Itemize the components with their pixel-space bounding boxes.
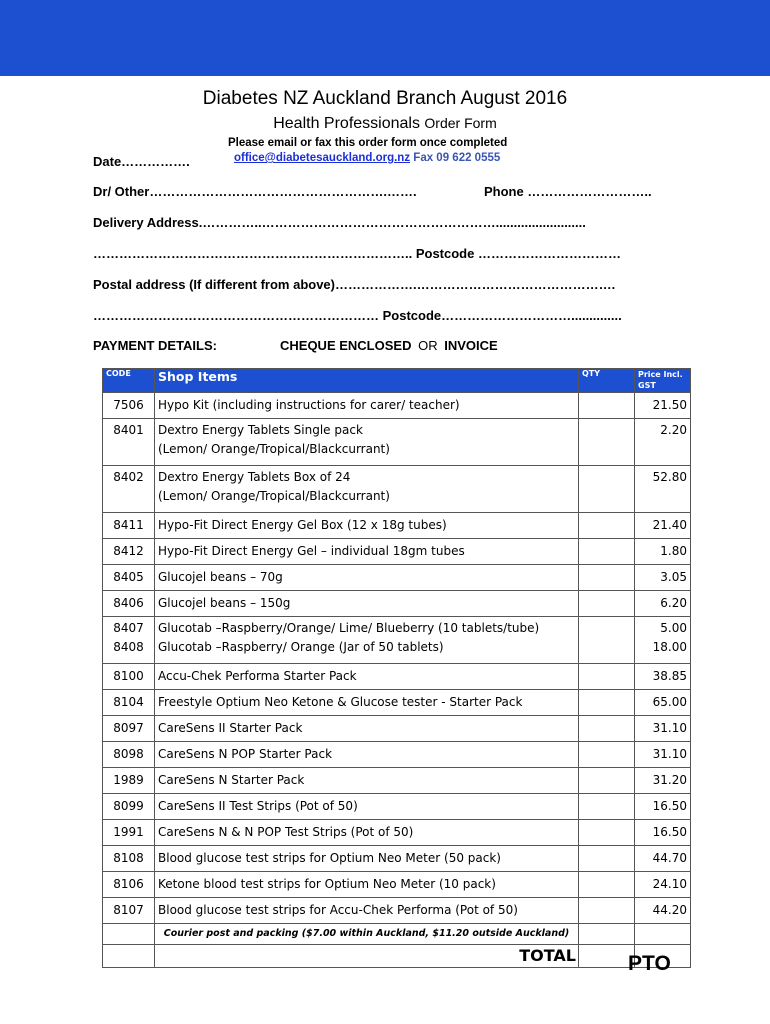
- item-description: Dextro Energy Tablets Single pack: [158, 423, 363, 437]
- item-description-cell: [155, 513, 579, 539]
- item-qty-cell[interactable]: [579, 565, 635, 591]
- subtitle-small: Order Form: [424, 115, 497, 131]
- courier-note: Courier post and packing ($7.00 within Auckland, $11.20 outside Auckland): [155, 924, 579, 945]
- item-qty-cell[interactable]: [579, 794, 635, 820]
- item-description: (Lemon/ Orange/Tropical/Blackcurrant): [158, 442, 390, 456]
- item-price-cell: [635, 846, 691, 872]
- item-description: Blood glucose test strips for Accu-Chek Performa (Pot of 50): [158, 903, 518, 917]
- item-price: 2.20: [660, 423, 687, 437]
- item-code: 8106: [113, 877, 144, 891]
- item-qty-cell[interactable]: [579, 617, 635, 664]
- item-qty-cell[interactable]: [579, 872, 635, 898]
- item-code-cell: [103, 393, 155, 419]
- form-subtitle: [0, 115, 770, 133]
- dr-other-field[interactable]: Dr/ Other……………………………………………….…….: [93, 184, 417, 199]
- item-description: CareSens N Starter Pack: [158, 773, 305, 787]
- item-price-cell: [635, 466, 691, 513]
- header-items: Shop Items: [155, 369, 579, 393]
- item-price-cell: [635, 690, 691, 716]
- item-row: [103, 690, 691, 716]
- item-price: 3.05: [660, 570, 687, 584]
- courier-row: [103, 924, 691, 945]
- item-description: Ketone blood test strips for Optium Neo Meter (10 pack): [158, 877, 496, 891]
- item-code: 8099: [113, 799, 144, 813]
- item-price-cell: [635, 617, 691, 664]
- courier-code-cell: [103, 924, 155, 945]
- item-price: 31.20: [652, 773, 687, 787]
- item-row: [103, 466, 691, 513]
- payment-options: [280, 338, 498, 353]
- item-description: Blood glucose test strips for Optium Neo Meter (50 pack): [158, 851, 501, 865]
- item-code-cell: [103, 768, 155, 794]
- item-row: [103, 565, 691, 591]
- item-price-cell: [635, 820, 691, 846]
- item-qty-cell[interactable]: [579, 466, 635, 513]
- item-code: 8097: [113, 721, 144, 735]
- item-price-cell: [635, 419, 691, 466]
- item-row: [103, 664, 691, 690]
- item-price: 21.50: [652, 398, 687, 412]
- item-code-cell: [103, 820, 155, 846]
- item-row: [103, 846, 691, 872]
- item-description: CareSens N & N POP Test Strips (Pot of 50): [158, 825, 414, 839]
- item-row: [103, 513, 691, 539]
- item-code-cell: [103, 617, 155, 664]
- item-code: 8100: [113, 669, 144, 683]
- item-description-cell: [155, 794, 579, 820]
- item-description: Hypo Kit (including instructions for carer/ teacher): [158, 398, 460, 412]
- order-table: [102, 368, 691, 968]
- item-code: 8402: [113, 470, 144, 484]
- item-code: 8407: [113, 621, 144, 635]
- item-description-cell: [155, 393, 579, 419]
- cheque-option[interactable]: CHEQUE ENCLOSED: [280, 338, 412, 353]
- item-qty-cell[interactable]: [579, 716, 635, 742]
- header-price-line2: GST: [638, 381, 656, 390]
- item-code-cell: [103, 690, 155, 716]
- item-row: [103, 716, 691, 742]
- item-row: [103, 591, 691, 617]
- item-code: 8412: [113, 544, 144, 558]
- item-description-cell: [155, 716, 579, 742]
- item-description: CareSens II Starter Pack: [158, 721, 303, 735]
- item-code: 8408: [113, 640, 144, 654]
- item-code-cell: [103, 872, 155, 898]
- total-code-cell: [103, 945, 155, 968]
- item-row: [103, 820, 691, 846]
- payment-details-label: PAYMENT DETAILS:: [93, 338, 217, 353]
- item-row: [103, 419, 691, 466]
- item-qty-cell[interactable]: [579, 742, 635, 768]
- item-description-cell: [155, 617, 579, 664]
- item-description-cell: [155, 419, 579, 466]
- item-description-cell: [155, 466, 579, 513]
- contact-line: [234, 152, 500, 164]
- or-label: OR: [418, 338, 438, 353]
- item-qty-cell[interactable]: [579, 591, 635, 617]
- delivery-postcode-field[interactable]: ……………………………………………………………….. Postcode ……………………………: [93, 246, 621, 261]
- item-qty-cell[interactable]: [579, 846, 635, 872]
- item-code-cell: [103, 419, 155, 466]
- postal-postcode-field[interactable]: ………………………………………………………… Postcode…………………………..............: [93, 308, 622, 323]
- item-row: [103, 768, 691, 794]
- item-qty-cell[interactable]: [579, 768, 635, 794]
- item-price: 21.40: [652, 518, 687, 532]
- item-price-cell: [635, 768, 691, 794]
- total-qty-cell[interactable]: [579, 945, 635, 968]
- item-price: 31.10: [652, 747, 687, 761]
- item-row: [103, 872, 691, 898]
- item-code: 8401: [113, 423, 144, 437]
- item-code-cell: [103, 565, 155, 591]
- item-code: 8098: [113, 747, 144, 761]
- item-code-cell: [103, 466, 155, 513]
- item-description-cell: [155, 690, 579, 716]
- submission-note: Please email or fax this order form once completed: [228, 137, 508, 149]
- fax-number: Fax 09 622 0555: [413, 152, 501, 164]
- item-price: 6.20: [660, 596, 687, 610]
- header-qty: QTY: [579, 369, 635, 393]
- item-description: Accu-Chek Performa Starter Pack: [158, 669, 357, 683]
- item-description: Hypo-Fit Direct Energy Gel – individual 18gm tubes: [158, 544, 465, 558]
- item-description-cell: [155, 591, 579, 617]
- item-price-cell: [635, 898, 691, 924]
- item-qty-cell[interactable]: [579, 513, 635, 539]
- courier-qty-cell[interactable]: [579, 924, 635, 945]
- total-label: TOTAL: [155, 945, 579, 968]
- item-code: 8104: [113, 695, 144, 709]
- item-price: 38.85: [652, 669, 687, 683]
- item-description-cell: [155, 565, 579, 591]
- item-code-cell: [103, 794, 155, 820]
- header-price: [635, 369, 691, 393]
- item-price-cell: [635, 664, 691, 690]
- header-code: CODE: [103, 369, 155, 393]
- form-title: Diabetes NZ Auckland Branch August 2016: [202, 88, 568, 109]
- item-description-cell: [155, 664, 579, 690]
- item-description: Glucojel beans – 70g: [158, 570, 283, 584]
- item-price-cell: [635, 872, 691, 898]
- item-code: 1991: [113, 825, 144, 839]
- item-price: 52.80: [652, 470, 687, 484]
- item-code-cell: [103, 898, 155, 924]
- item-description-cell: [155, 768, 579, 794]
- item-price: 31.10: [652, 721, 687, 735]
- item-description: Glucotab –Raspberry/Orange/ Lime/ Blueberry (10 tablets/tube): [158, 621, 540, 635]
- email-link[interactable]: office@diabetesauckland.org.nz: [234, 152, 411, 164]
- item-price-cell: [635, 513, 691, 539]
- item-code: 8107: [113, 903, 144, 917]
- item-price: 44.70: [652, 851, 687, 865]
- item-description-cell: [155, 820, 579, 846]
- item-price-cell: [635, 794, 691, 820]
- item-code: 8405: [113, 570, 144, 584]
- header-banner: [0, 0, 770, 76]
- item-row: [103, 794, 691, 820]
- item-price-cell: [635, 539, 691, 565]
- item-price-cell: [635, 393, 691, 419]
- item-code-cell: [103, 846, 155, 872]
- date-field[interactable]: Date…………….: [93, 154, 190, 169]
- phone-field[interactable]: Phone ………………………..: [484, 184, 652, 199]
- item-description-cell: [155, 539, 579, 565]
- item-qty-cell[interactable]: [579, 820, 635, 846]
- item-price: 65.00: [652, 695, 687, 709]
- item-code: 7506: [113, 398, 144, 412]
- item-description: Glucotab –Raspberry/ Orange (Jar of 50 tablets): [158, 640, 444, 654]
- item-code-cell: [103, 716, 155, 742]
- item-description: CareSens II Test Strips (Pot of 50): [158, 799, 358, 813]
- postal-address-field[interactable]: Postal address (If different from above)……………….……………………………………….: [93, 277, 616, 292]
- item-description: CareSens N POP Starter Pack: [158, 747, 333, 761]
- item-price-cell: [635, 591, 691, 617]
- item-code-cell: [103, 591, 155, 617]
- item-description: Freestyle Optium Neo Ketone & Glucose tester - Starter Pack: [158, 695, 523, 709]
- item-code-cell: [103, 539, 155, 565]
- item-row: [103, 742, 691, 768]
- item-price: 16.50: [652, 799, 687, 813]
- item-description: (Lemon/ Orange/Tropical/Blackcurrant): [158, 489, 390, 503]
- item-description-cell: [155, 742, 579, 768]
- item-qty-cell[interactable]: [579, 690, 635, 716]
- item-price-cell: [635, 565, 691, 591]
- item-qty-cell[interactable]: [579, 393, 635, 419]
- item-qty-cell[interactable]: [579, 664, 635, 690]
- item-code: 8406: [113, 596, 144, 610]
- item-price-cell: [635, 716, 691, 742]
- item-price: 1.80: [660, 544, 687, 558]
- item-qty-cell[interactable]: [579, 898, 635, 924]
- item-row: [103, 393, 691, 419]
- item-description: Glucojel beans – 150g: [158, 596, 291, 610]
- item-description-cell: [155, 898, 579, 924]
- header-price-line1: Price Incl.: [638, 370, 683, 379]
- item-code: 8411: [113, 518, 144, 532]
- item-description: Dextro Energy Tablets Box of 24: [158, 470, 351, 484]
- item-code-cell: [103, 513, 155, 539]
- item-qty-cell[interactable]: [579, 539, 635, 565]
- item-row: [103, 539, 691, 565]
- item-code: 1989: [113, 773, 144, 787]
- item-price: 16.50: [652, 825, 687, 839]
- item-description-cell: [155, 872, 579, 898]
- item-price-cell: [635, 742, 691, 768]
- item-qty-cell[interactable]: [579, 419, 635, 466]
- item-price: 18.00: [652, 640, 687, 654]
- item-code-cell: [103, 664, 155, 690]
- item-row: [103, 617, 691, 664]
- item-code-cell: [103, 742, 155, 768]
- item-description-cell: [155, 846, 579, 872]
- delivery-address-field[interactable]: Delivery Address.…………..……………………………………………….........................: [93, 215, 586, 230]
- item-row: [103, 898, 691, 924]
- invoice-option[interactable]: INVOICE: [444, 338, 498, 353]
- item-price: 24.10: [652, 877, 687, 891]
- courier-price-cell: [635, 924, 691, 945]
- subtitle-main: Health Professionals: [273, 115, 420, 132]
- item-code: 8108: [113, 851, 144, 865]
- total-row: [103, 945, 691, 968]
- item-price: 5.00: [660, 621, 687, 635]
- item-description: Hypo-Fit Direct Energy Gel Box (12 x 18g tubes): [158, 518, 447, 532]
- item-price: 44.20: [652, 903, 687, 917]
- pto-label: PTO: [628, 952, 671, 975]
